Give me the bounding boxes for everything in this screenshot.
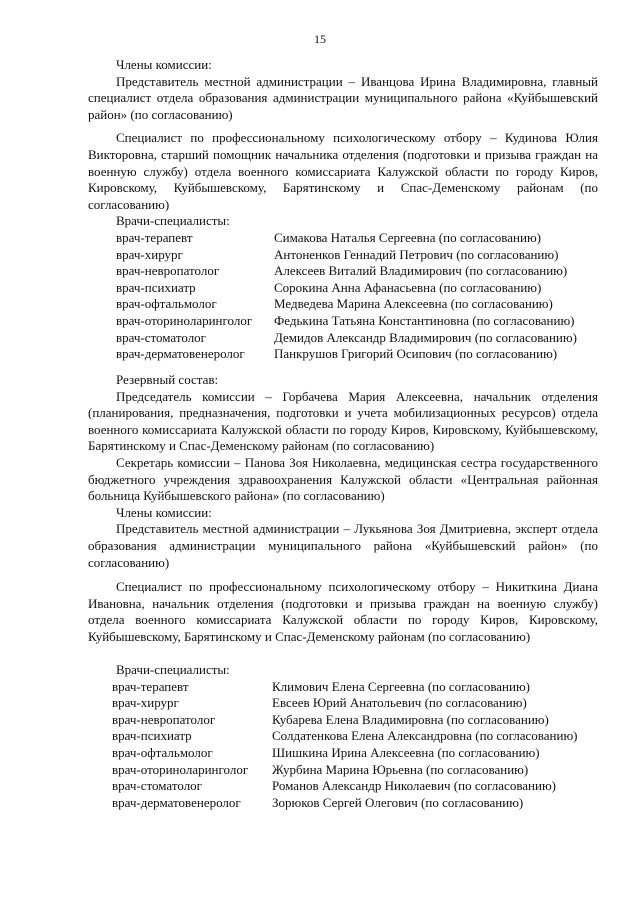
- doctor-name: Кубарева Елена Владимировна (по согласованию): [272, 711, 549, 727]
- doctor-name: Евсеев Юрий Анатольевич (по согласованию): [272, 695, 527, 711]
- doctor-name: Панкрушов Григорий Осипович (по согласованию): [274, 346, 558, 362]
- doctor-role: врач-хирург: [116, 246, 183, 262]
- doctor-role: врач-невропатолог: [112, 711, 216, 727]
- doctor-role: врач-терапевт: [112, 678, 189, 694]
- doctor-name: Солдатенкова Елена Александровна (по согласованию): [272, 728, 578, 744]
- reserve-members-heading: Члены комиссии:: [116, 504, 212, 520]
- table-row: [116, 296, 577, 313]
- doctor-name: Зорюков Сергей Олегович (по согласованию): [272, 794, 524, 810]
- doctor-name: Шишкина Ирина Алексеевна (по согласованию): [272, 744, 540, 760]
- doctor-name: Алексеев Виталий Владимирович (по согласованию): [274, 263, 568, 279]
- table-row: [112, 712, 577, 729]
- doctor-role: врач-офтальмолог: [112, 744, 213, 760]
- table-row: [112, 728, 577, 745]
- doctor-name: Антоненков Геннадий Петрович (по согласованию): [274, 246, 559, 262]
- commission-members-section: [88, 57, 598, 363]
- page-number: 15: [314, 32, 326, 46]
- table-row: [112, 778, 577, 795]
- doctor-role: врач-офтальмолог: [116, 296, 217, 312]
- admin-representative-paragraph: Представитель местной администрации – Иванцова Ирина Владимировна, главный специалист отдела образования администрации муниципального района «Куйбышевский район» (по согласованию): [88, 73, 598, 122]
- doctor-name: Демидов Александр Владимирович (по согласованию): [274, 329, 577, 345]
- doctor-role: врач-дерматовенеролог: [112, 794, 241, 810]
- doctor-name: Медведева Марина Алексеевна (по согласованию): [274, 296, 553, 312]
- reserve-heading: Резервный состав:: [116, 372, 219, 387]
- table-row: [112, 762, 577, 779]
- doctors-roster: [116, 230, 577, 363]
- doctor-role: врач-стоматолог: [116, 329, 207, 345]
- reserve-doctors-roster: [112, 679, 577, 812]
- doctor-role: врач-хирург: [112, 695, 179, 711]
- reserve-section: [88, 372, 598, 646]
- doctor-role: врач-оториноларинголог: [112, 761, 249, 777]
- table-row: [112, 795, 577, 812]
- doctor-name: Федькина Татьяна Константиновна (по согласованию): [274, 312, 575, 328]
- reserve-doctors-heading: Врачи-специалисты:: [116, 662, 230, 677]
- psychologist-paragraph: Специалист по профессиональному психологическому отбору – Кудинова Юлия Викторовна, старший помощник начальника отделения (подготовки и призыва граждан на военную службу) отдела военного комиссариата Калужской области по городу Киров, Кировскому, Куйбышевскому, Барятинскому и Спас-Деменскому районам (по согласованию): [88, 130, 598, 212]
- doctor-role: врач-оториноларинголог: [116, 312, 253, 328]
- secretary-paragraph: Секретарь комиссии – Панова Зоя Николаевна, медицинская сестра государственного бюджетного учреждения здравоохранения Калужской области «Центральная районная больница Куйбышевского района» (по согласованию): [88, 454, 598, 504]
- table-row: [116, 230, 577, 247]
- doctors-heading: Врачи-специалисты:: [116, 213, 230, 229]
- reserve-doctors-section: [88, 662, 598, 811]
- table-row: [116, 346, 577, 363]
- table-row: [112, 679, 577, 696]
- table-row: [116, 263, 577, 280]
- chairman-paragraph: Председатель комиссии – Горбачева Мария Алексеевна, начальник отделения (планирования, предназначения, подготовки и учета мобилизационных ресурсов) отдела военного комиссариата Калужской области по городу Киров, Кировскому, Куйбышевскому, Барятинскому и Спас-Деменскому районам (по согласованию): [88, 388, 598, 454]
- doctor-role: врач-терапевт: [116, 229, 193, 245]
- table-row: [112, 695, 577, 712]
- doctor-role: врач-стоматолог: [112, 778, 203, 794]
- table-row: [116, 247, 577, 264]
- doctor-name: Романов Александр Николаевич (по согласованию): [272, 778, 557, 794]
- doctor-role: врач-невропатолог: [116, 263, 220, 279]
- reserve-admin-representative-paragraph: Представитель местной администрации – Лукьянова Зоя Дмитриевна, эксперт отдела образования администрации муниципального района «Куйбышевский район» (по согласованию): [88, 521, 598, 570]
- doctor-name: Симакова Наталья Сергеевна (по согласованию): [274, 229, 541, 245]
- doctor-name: Журбина Марина Юрьевна (по согласованию): [272, 761, 529, 777]
- doctor-role: врач-психиатр: [116, 279, 196, 295]
- table-row: [116, 313, 577, 330]
- doctor-name: Сорокина Анна Афанасьевна (по согласованию): [274, 279, 542, 295]
- reserve-psychologist-paragraph: Специалист по профессиональному психологическому отбору – Никиткина Диана Ивановна, начальник отделения (подготовки и призыва граждан на военную службу) отдела военного комиссариата Калужской области по городу Киров, Кировскому, Куйбышевскому, Барятинскому и Спас-Деменскому районам (по согласованию): [88, 579, 598, 644]
- doctor-role: врач-дерматовенеролог: [116, 346, 245, 362]
- table-row: [112, 745, 577, 762]
- members-heading: Члены комиссии:: [116, 57, 212, 72]
- table-row: [116, 330, 577, 347]
- doctor-role: врач-психиатр: [112, 728, 192, 744]
- doctor-name: Климович Елена Сергеевна (по согласованию): [272, 678, 531, 694]
- table-row: [116, 280, 577, 297]
